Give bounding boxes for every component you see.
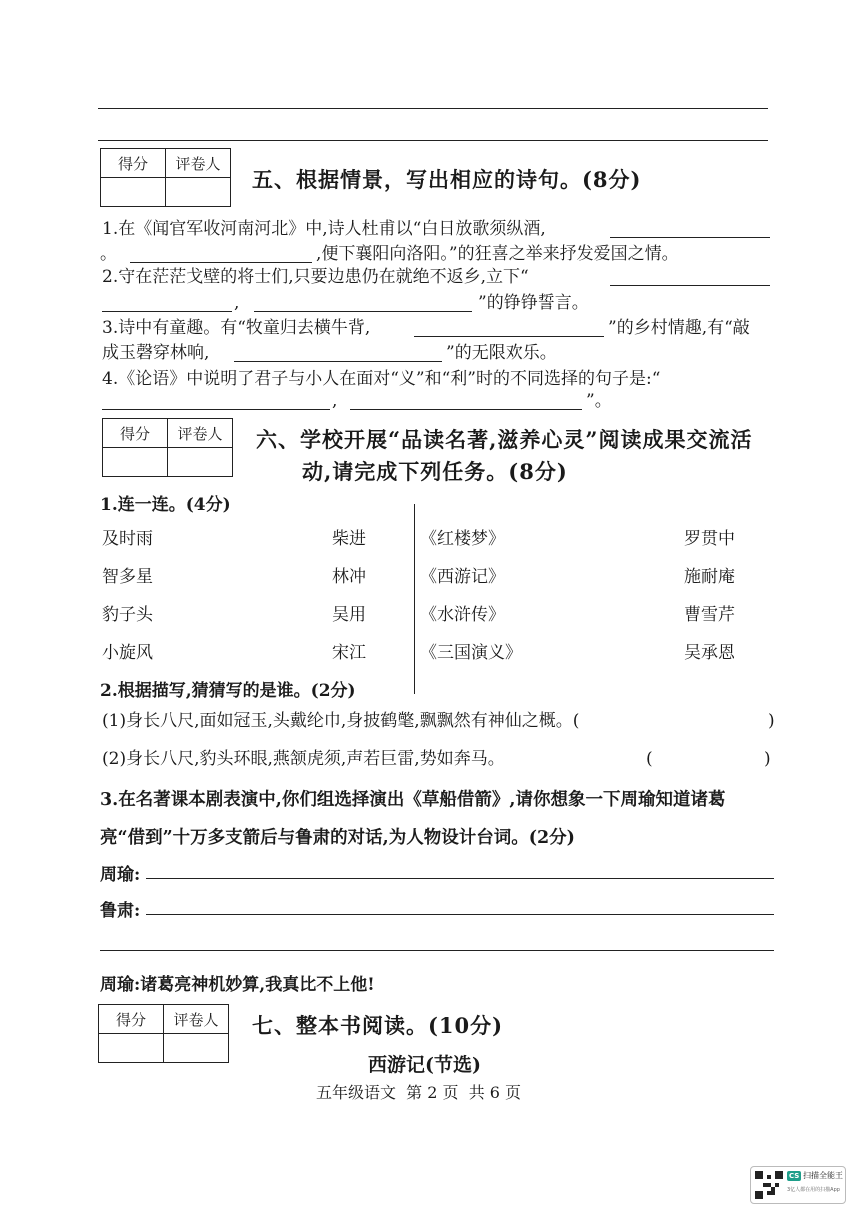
author-item: 罗贯中 (684, 529, 735, 549)
score-label: 得分 (99, 1005, 164, 1034)
nickname-item: 小旋风 (102, 643, 153, 663)
s5-q1-line2-dot: 。 (100, 244, 117, 264)
task2-heading: 2.根据描写,猜猜写的是谁。(2分) (100, 681, 356, 701)
zhouyu-label: 周瑜: (100, 865, 141, 885)
s5-q4-end: ”。 (586, 391, 612, 411)
task2-q2-close[interactable]: ) (764, 749, 771, 769)
s5-q2-blank1[interactable] (610, 285, 770, 286)
author-item: 吴承恩 (684, 643, 735, 663)
score-input-cell[interactable] (99, 1034, 164, 1063)
task1-heading: 1.连一连。(4分) (100, 495, 231, 515)
grader-label: 评卷人 (166, 149, 231, 178)
passage-title: 西游记(节选) (368, 1054, 481, 1076)
s5-q3-line2-end: ”的无限欢乐。 (446, 343, 557, 363)
s5-q1-blank1[interactable] (610, 237, 770, 238)
nickname-item: 及时雨 (102, 529, 153, 549)
scanner-watermark (750, 1166, 846, 1204)
s5-q2-blank3[interactable] (254, 311, 472, 312)
section5-title: 五、根据情景，写出相应的诗句。(8分) (252, 167, 642, 192)
s5-q1-blank2[interactable] (130, 262, 312, 263)
task3-line2: 亮“借到”十万多支箭后与鲁肃的对话,为人物设计台词。(2分) (100, 828, 575, 848)
s5-q4-comma: , (332, 391, 338, 411)
grader-label: 评卷人 (164, 1005, 229, 1034)
task2-q1: (1)身长八尺,面如冠玉,头戴纶巾,身披鹤氅,飘飘然有神仙之概。( (102, 711, 580, 731)
book-item: 《三国演义》 (420, 643, 522, 663)
s5-q3-blank2[interactable] (234, 361, 442, 362)
task3-line1: 3.在名著课本剧表演中,你们组选择演出《草船借箭》,请你想象一下周瑜知道诸葛 (100, 790, 726, 810)
lusu-answer-line[interactable] (146, 914, 774, 915)
book-item: 《红楼梦》 (420, 529, 505, 549)
hero-name-item: 宋江 (332, 643, 366, 663)
grader-input-cell[interactable] (168, 448, 233, 477)
page-footer: 五年级语文 第 2 页 共 6 页 (316, 1083, 522, 1102)
s5-q1-line1: 1.在《闻官军收河南河北》中,诗人杜甫以“白日放歌须纵酒, (102, 219, 546, 239)
author-item: 施耐庵 (684, 567, 735, 587)
zhouyu-final-line: 周瑜:诸葛亮神机妙算,我真比不上他! (100, 975, 375, 995)
s5-q2-line2: ”的铮铮誓言。 (478, 293, 589, 313)
s5-q2-line1: 2.守在茫茫戈壁的将士们,只要边患仍在就绝不返乡,立下“ (102, 267, 529, 287)
cs-logo-icon: CS (789, 1172, 800, 1180)
column-divider (414, 504, 415, 694)
task2-q2: (2)身长八尺,豹头环眼,燕颔虎须,声若巨雷,势如奔马。 (102, 749, 505, 769)
nickname-item: 智多星 (102, 567, 153, 587)
grader-input-cell[interactable] (164, 1034, 229, 1063)
answer-line (98, 108, 768, 109)
hero-name-item: 林冲 (332, 567, 366, 587)
nickname-item: 豹子头 (102, 605, 153, 625)
s5-q3-line1-end: ”的乡村情趣,有“敲 (608, 318, 750, 338)
answer-line (98, 140, 768, 141)
s5-q3-line1: 3.诗中有童趣。有“牧童归去横牛背, (102, 318, 371, 338)
scanner-tagline: 3亿人都在用的扫描App (787, 1187, 840, 1193)
s5-q1-line2: ,便下襄阳向洛阳。”的狂喜之举来抒发爱国之情。 (316, 244, 679, 264)
score-input-cell[interactable] (103, 448, 168, 477)
s5-q2-blank2[interactable] (102, 311, 232, 312)
scanner-brand: 扫描全能王 (803, 1171, 843, 1180)
score-box (102, 418, 233, 477)
s5-q2-comma: , (234, 293, 240, 313)
qr-code-icon (755, 1171, 783, 1199)
score-box (98, 1004, 229, 1063)
s5-q4-blank2[interactable] (350, 409, 582, 410)
score-input-cell[interactable] (101, 178, 166, 207)
lusu-label: 鲁肃: (100, 901, 141, 921)
s5-q4-line1: 4.《论语》中说明了君子与小人在面对“义”和“利”时的不同选择的句子是:“ (102, 369, 661, 389)
book-item: 《水浒传》 (420, 605, 505, 625)
hero-name-item: 柴进 (332, 529, 366, 549)
book-item: 《西游记》 (420, 567, 505, 587)
s5-q4-blank1[interactable] (102, 409, 330, 410)
author-item: 曹雪芹 (684, 605, 735, 625)
lusu-answer-line-2[interactable] (100, 950, 774, 951)
score-label: 得分 (101, 149, 166, 178)
s5-q3-blank1[interactable] (414, 336, 604, 337)
section7-title: 七、整本书阅读。(10分) (252, 1013, 504, 1038)
hero-name-item: 吴用 (332, 605, 366, 625)
grader-input-cell[interactable] (166, 178, 231, 207)
section6-title-line1: 六、学校开展“品读名著,滋养心灵”阅读成果交流活 (256, 427, 753, 452)
task2-q1-close[interactable]: ) (768, 711, 775, 731)
grader-label: 评卷人 (168, 419, 233, 448)
task2-q2-open[interactable]: ( (646, 749, 653, 769)
section6-title-line2: 动,请完成下列任务。(8分) (302, 459, 568, 484)
score-box (100, 148, 231, 207)
zhouyu-answer-line[interactable] (146, 878, 774, 879)
s5-q3-line2: 成玉磬穿林响, (102, 343, 210, 363)
score-label: 得分 (103, 419, 168, 448)
